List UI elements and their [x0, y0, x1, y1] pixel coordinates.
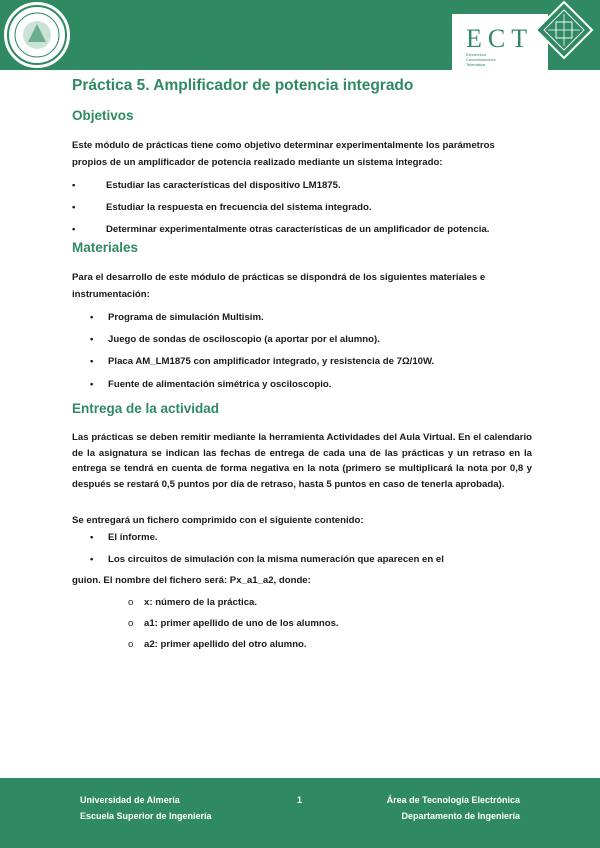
section-heading-objetivos: Objetivos — [72, 108, 134, 123]
ect-diamond-icon — [534, 0, 594, 60]
entrega-contents-intro: Se entregará un fichero comprimido con el siguiente contenido: — [72, 515, 364, 526]
footer-department: Departamento de Ingeniería — [401, 811, 520, 821]
footer-area: Área de Tecnología Electrónica — [386, 795, 520, 805]
page-footer — [0, 778, 600, 848]
materiales-intro: Para el desarrollo de este módulo de prácticas se dispondrá de los siguientes materiales e instrumentación: — [72, 272, 486, 300]
ect-logo-text: ECT — [466, 24, 534, 53]
footer-university: Universidad de Almería — [80, 795, 180, 805]
entrega-paragraph: Las prácticas se deben remitir mediante la herramienta Actividades del Aula Virtual. En el calendario de la asignatura se indican las fechas de entrega de cada una de las prácticas y un retraso en la entrega se tendrá en cuenta de forma negativa en la nota (primero se multiplicará la nota por 0,8 y después se restará 0,5 puntos por día de retraso, hasta 5 puntos en caso de tenerla aprobada). — [72, 432, 532, 490]
university-seal-logo — [4, 2, 70, 68]
footer-school: Escuela Superior de Ingeniería — [80, 811, 212, 821]
page-title: Práctica 5. Amplificador de potencia integrado — [72, 77, 414, 94]
section-heading-entrega: Entrega de la actividad — [72, 401, 220, 416]
page-header — [0, 0, 600, 70]
page-number: 1 — [297, 795, 303, 805]
objetivos-intro: Este módulo de prácticas tiene como objetivo determinar experimentalmente los parámetros propios de un amplificador de potencia realizado mediante un sistema integrado: — [72, 140, 495, 168]
section-heading-materiales: Materiales — [72, 240, 139, 255]
ect-logo-subtitle: Electrónica Comunicaciones Telemática — [466, 52, 496, 67]
entrega-filename-text: guion. El nombre del fichero será: Px_a1_a2, donde: — [72, 575, 311, 586]
